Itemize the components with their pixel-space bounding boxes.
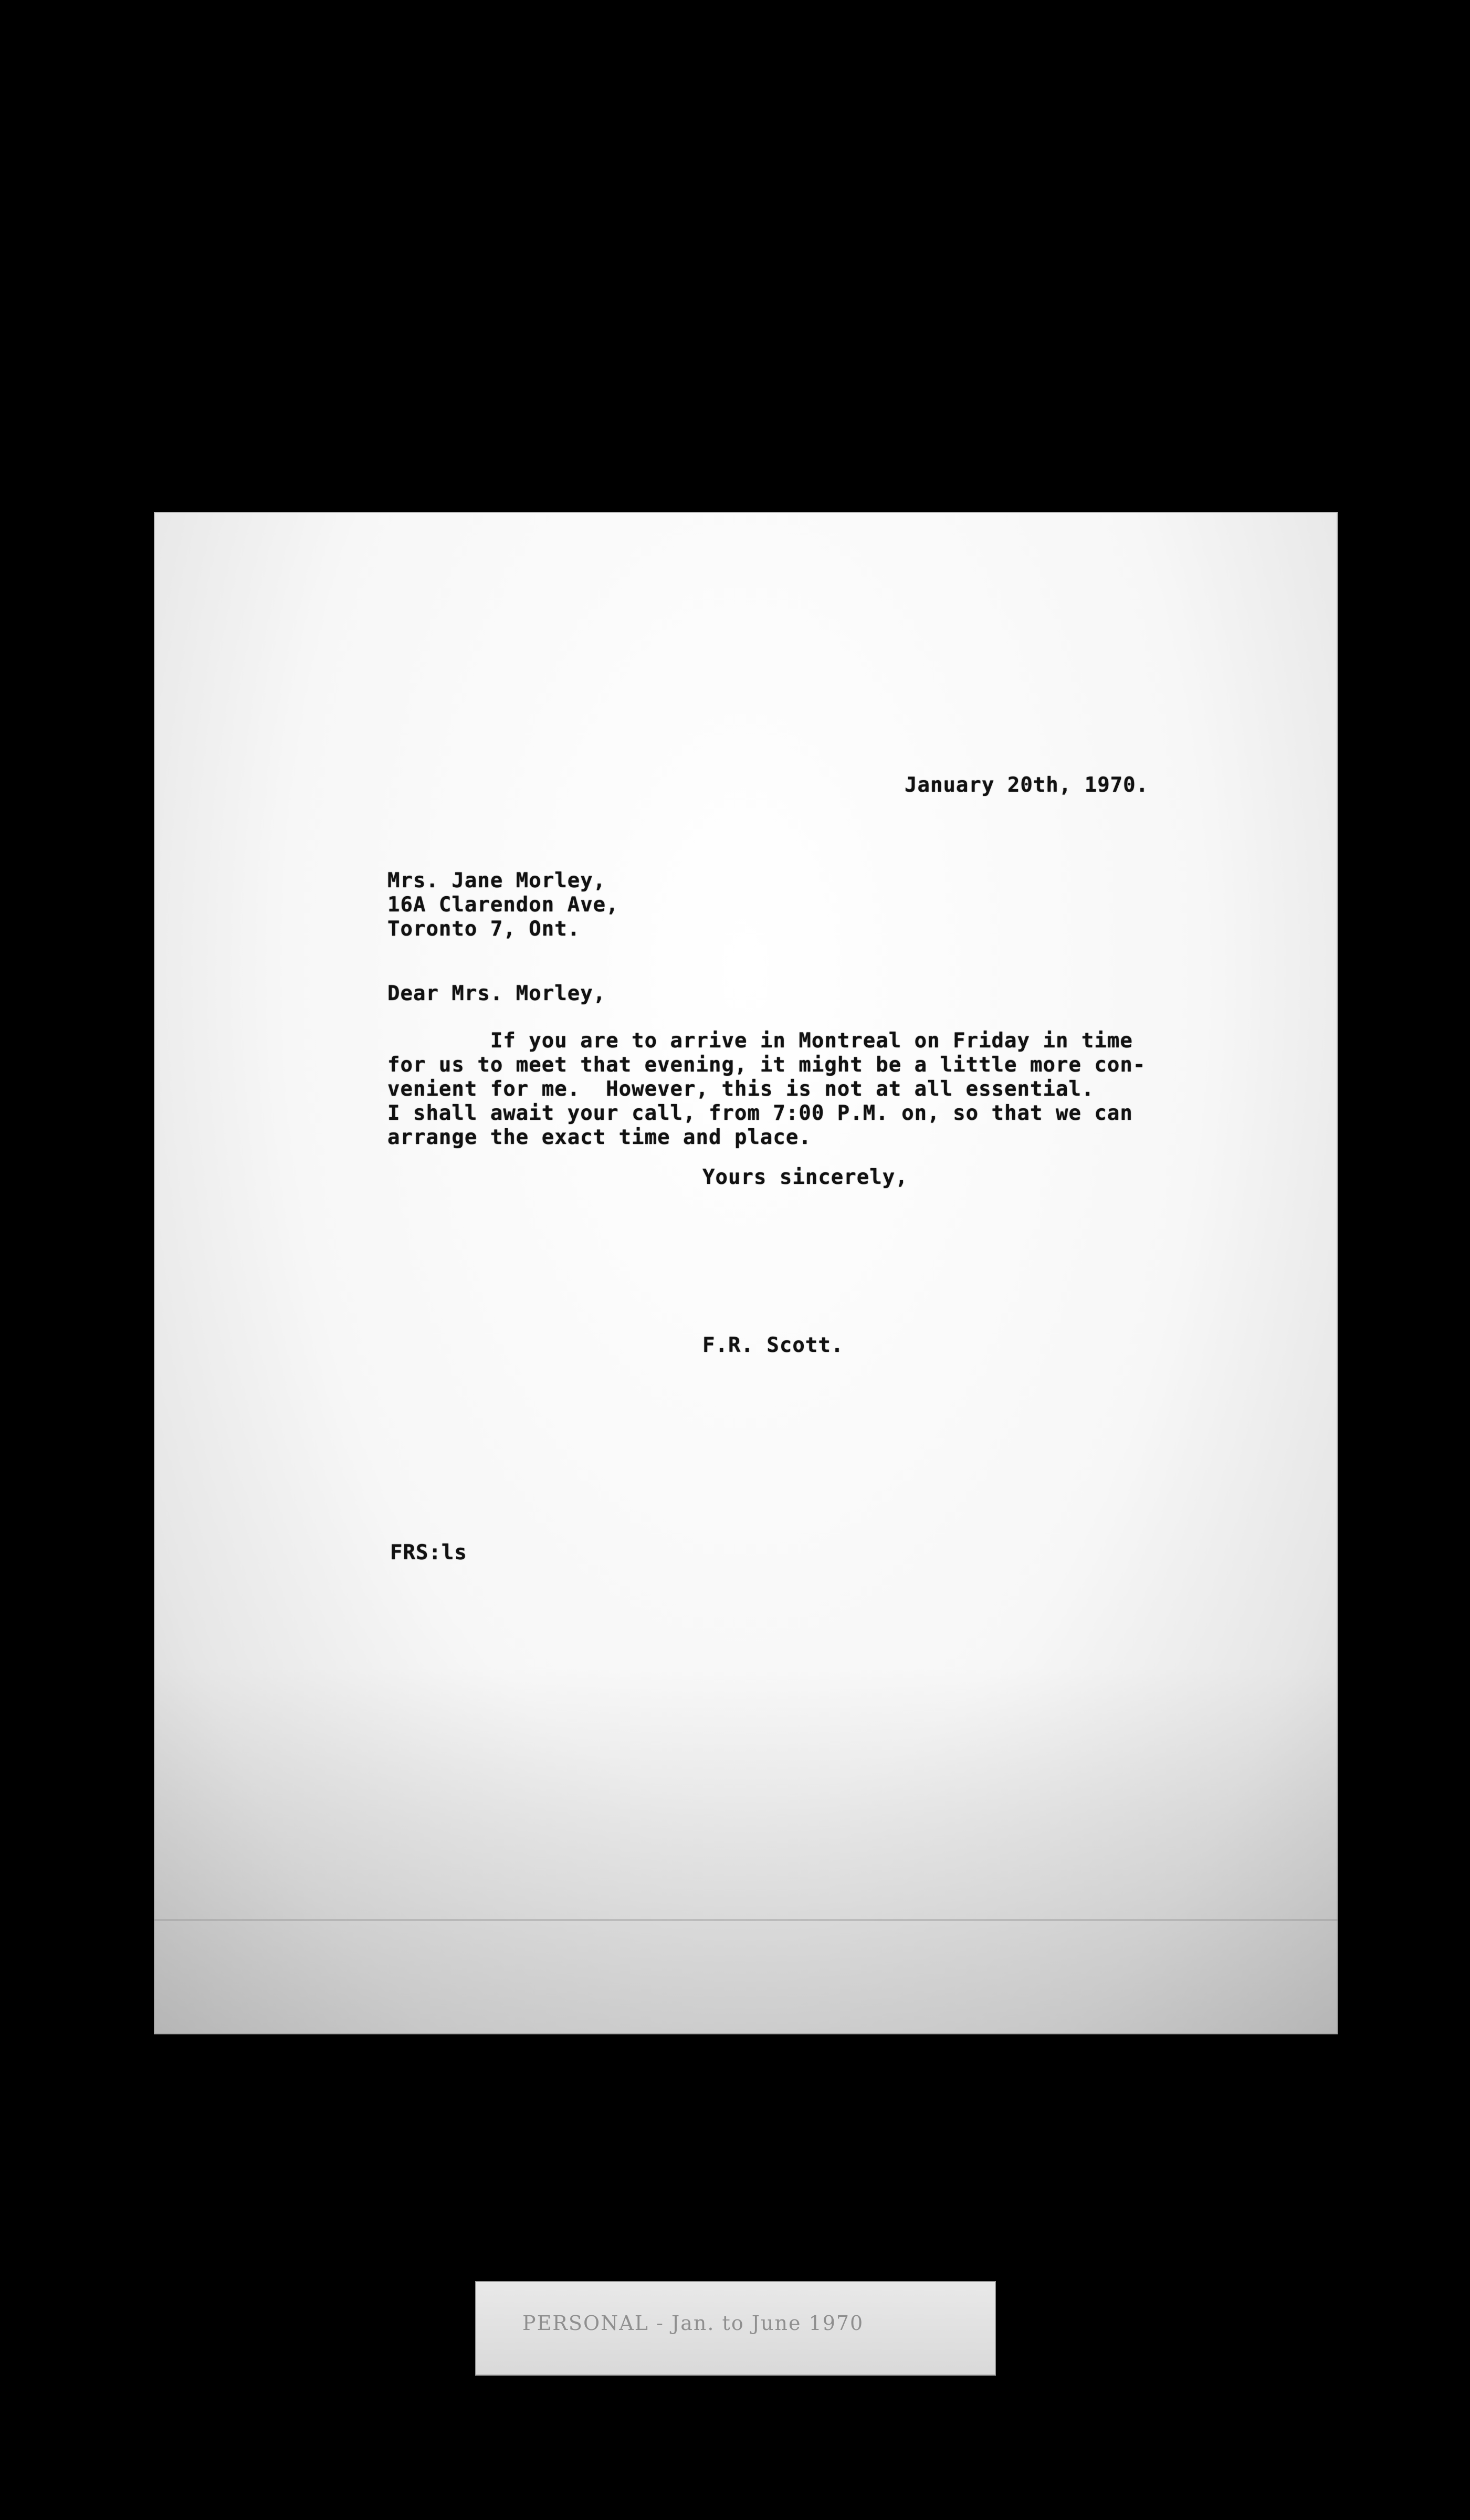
recipient-city: Toronto 7, Ont. bbox=[387, 917, 581, 941]
recipient-name: Mrs. Jane Morley, bbox=[387, 869, 606, 892]
body-line: venient for me. However, this is not at all essential. bbox=[387, 1077, 1095, 1101]
paper-fold-line bbox=[154, 1919, 1338, 1921]
letter-page bbox=[154, 512, 1338, 2034]
body-line: arrange the exact time and place. bbox=[387, 1126, 812, 1149]
closing: Yours sincerely, bbox=[702, 1166, 908, 1189]
recipient-street: 16A Clarendon Ave, bbox=[387, 893, 619, 917]
letter-body bbox=[387, 1029, 1146, 1150]
typist-initials: FRS:ls bbox=[390, 1541, 467, 1564]
body-line: If you are to arrive in Montreal on Friday in time bbox=[387, 1029, 1133, 1053]
signature: F.R. Scott. bbox=[702, 1334, 844, 1357]
paper-texture bbox=[154, 1667, 1338, 2034]
body-line: for us to meet that evening, it might be a little more con- bbox=[387, 1053, 1146, 1077]
archive-label-text: PERSONAL - Jan. to June 1970 bbox=[522, 2312, 864, 2335]
letter-date: January 20th, 1970. bbox=[905, 773, 1149, 797]
recipient-address bbox=[387, 869, 619, 941]
archive-label bbox=[475, 2281, 996, 2376]
body-line: I shall await your call, from 7:00 P.M. on, so that we can bbox=[387, 1101, 1133, 1125]
salutation: Dear Mrs. Morley, bbox=[387, 982, 606, 1005]
